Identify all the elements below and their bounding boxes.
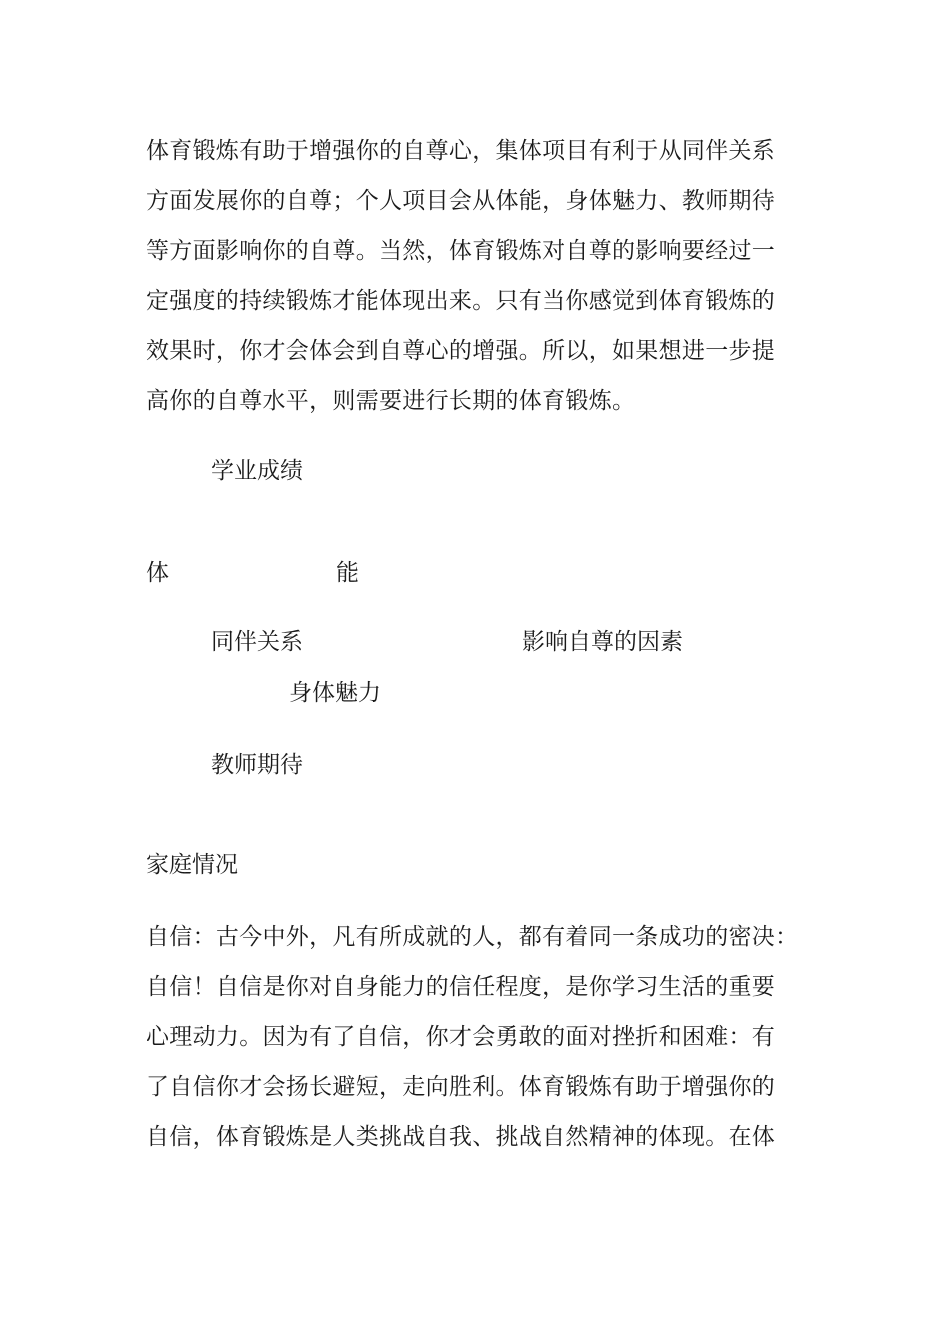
factor-body-charm: 身体魅力 <box>289 680 381 706</box>
paragraph-line: 心理动力。因为有了自信，你才会勇敢的面对挫折和困难：有 <box>146 1024 776 1050</box>
paragraph-line: 等方面影响你的自尊。当然，体育锻炼对自尊的影响要经过一 <box>146 238 776 264</box>
paragraph-line: 效果时，你才会体会到自尊心的增强。所以，如果想进一步提 <box>146 338 776 364</box>
paragraph-confidence <box>146 912 806 1162</box>
paragraph-line: 体育锻炼有助于增强你的自尊心，集体项目有利于从同伴关系 <box>146 138 776 164</box>
paragraph-line: 自信！自信是你对自身能力的信任程度，是你学习生活的重要 <box>146 974 776 1000</box>
paragraph-self-esteem <box>146 126 806 426</box>
paragraph-line: 高你的自尊水平，则需要进行长期的体育锻炼。 <box>146 388 636 414</box>
factor-peer: 同伴关系 <box>211 629 303 655</box>
factor-center: 影响自尊的因素 <box>522 629 683 655</box>
paragraph-line: 自信：古今中外，凡有所成就的人，都有着同一条成功的密决： <box>146 924 799 950</box>
paragraph-line: 定强度的持续锻炼才能体现出来。只有当你感觉到体育锻炼的 <box>146 288 776 314</box>
paragraph-line: 自信，体育锻炼是人类挑战自我、挑战自然精神的体现。在体 <box>146 1124 776 1150</box>
factor-teacher: 教师期待 <box>211 752 303 778</box>
paragraph-line: 了自信你才会扬长避短，走向胜利。体育锻炼有助于增强你的 <box>146 1074 776 1100</box>
factor-family: 家庭情况 <box>146 852 238 878</box>
factor-physical-left: 体 <box>146 560 169 586</box>
factor-academic: 学业成绩 <box>211 458 303 484</box>
factor-physical-right: 能 <box>336 560 359 586</box>
paragraph-line: 方面发展你的自尊；个人项目会从体能，身体魅力、教师期待 <box>146 188 776 214</box>
